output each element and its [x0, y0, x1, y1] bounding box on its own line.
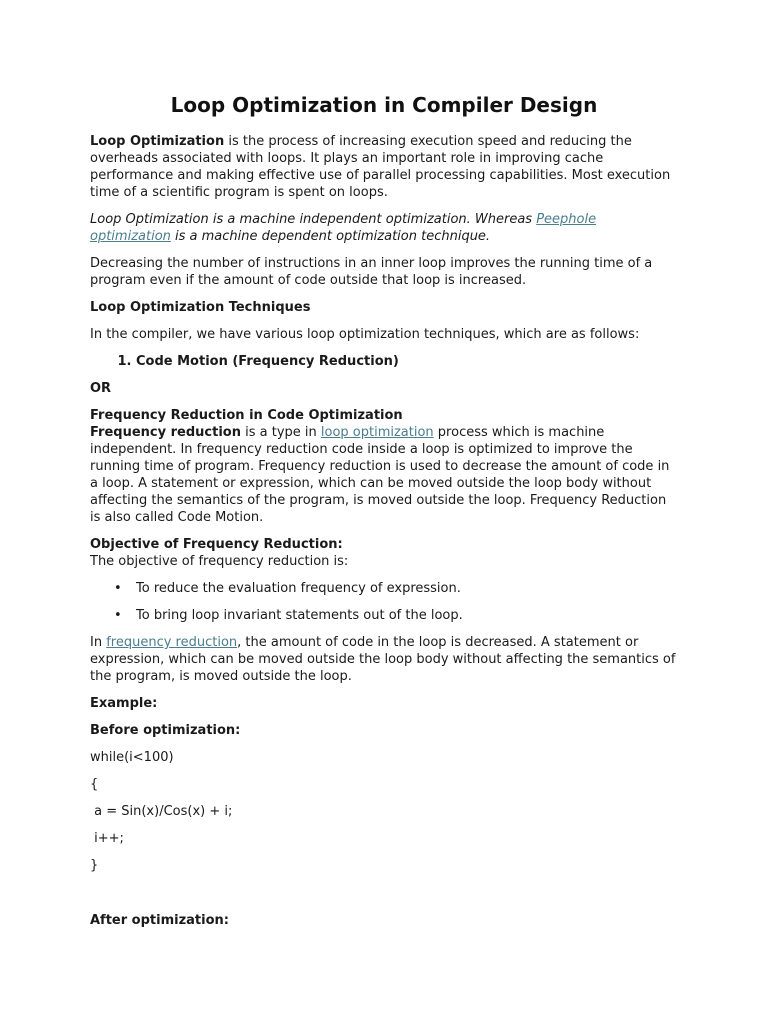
freq-heading-text: Frequency Reduction in Code Optimization — [90, 408, 403, 423]
after-optimization-label — [90, 912, 678, 929]
intro-text: is the process of increasing execution speed and reducing the overheads associated with loops. It plays an important role in improving cache performance and making effective use of parallel processing capabilities. Most execution time of a scientific program is spent on loops. — [90, 134, 671, 200]
objective-heading-text: Objective of Frequency Reduction: — [90, 537, 343, 552]
in-after: , the amount of code in the loop is decreased. A statement or expression, which can be moved outside the loop body without affecting the semantics of the program, is moved outside the loop. — [90, 635, 676, 684]
or-text-bold: OR — [90, 381, 112, 396]
or-text — [90, 380, 678, 397]
italic-after: is a machine dependent optimization technique. — [170, 229, 491, 244]
in-frequency-paragraph — [90, 634, 678, 685]
frequency-reduction-link[interactable]: frequency reduction — [106, 635, 238, 650]
loop-optimization-link[interactable]: loop optimization — [320, 425, 434, 440]
in-before: In — [90, 635, 107, 650]
code-line: i++; — [90, 831, 124, 846]
techniques-intro: In the compiler, we have various loop optimization techniques, which are as follows: — [90, 327, 640, 342]
techniques-list — [90, 353, 678, 370]
blank-spacer — [90, 884, 678, 912]
freq-heading — [90, 407, 678, 424]
intro-paragraph — [90, 133, 678, 201]
bullet-icon: • — [114, 581, 122, 596]
techniques-heading-text: Loop Optimization Techniques — [90, 300, 311, 315]
techniques-heading — [90, 299, 678, 316]
freq-after-link: process which is machine independent. In frequency reduction code inside a loop is optimized to improve the running time of program. Frequency reduction is used to decrease the amount of code in a loop. A statement or expression, which can be moved outside the loop body without affecting the semantics of the program, is moved outside the loop. Frequency Reduction is also called Code Motion. — [90, 425, 670, 525]
freq-bold-term: Frequency reduction — [90, 425, 241, 440]
example-label — [90, 695, 678, 712]
before-label-text: Before optimization: — [90, 723, 241, 738]
example-label-text: Example: — [90, 696, 158, 711]
objective-item — [114, 580, 678, 597]
objective-item-text: To bring loop invariant statements out of the loop. — [136, 608, 463, 623]
objective-intro: The objective of frequency reduction is: — [90, 554, 349, 569]
freq-paragraph — [90, 424, 678, 526]
code-line: { — [90, 777, 99, 792]
code-line: while(i<100) — [90, 750, 174, 765]
peephole-optimization-link[interactable]: Peephole optimization — [90, 212, 597, 244]
decreasing-paragraph: Decreasing the number of instructions in an inner loop improves the running time of a program even if the amount of code outside that loop is increased. — [90, 256, 653, 288]
italic-paragraph — [90, 211, 678, 245]
italic-before: Loop Optimization is a machine independent optimization. Whereas — [90, 212, 537, 227]
objectives-list — [90, 580, 678, 624]
objective-heading — [90, 536, 678, 553]
code-block — [90, 749, 678, 874]
objective-item — [114, 607, 678, 624]
technique-item-code-motion: 1. Code Motion (Frequency Reduction) — [136, 353, 678, 370]
code-line: a = Sin(x)/Cos(x) + i; — [90, 804, 233, 819]
freq-before-link: is a type in — [240, 425, 321, 440]
objective-item-text: To reduce the evaluation frequency of expression. — [136, 581, 461, 596]
intro-bold-term: Loop Optimization — [90, 134, 225, 149]
code-line: } — [90, 858, 99, 873]
page-title: Loop Optimization in Compiler Design — [170, 93, 598, 117]
bullet-icon: • — [114, 608, 122, 623]
after-label-text: After optimization: — [90, 913, 229, 928]
before-optimization-label — [90, 722, 678, 739]
